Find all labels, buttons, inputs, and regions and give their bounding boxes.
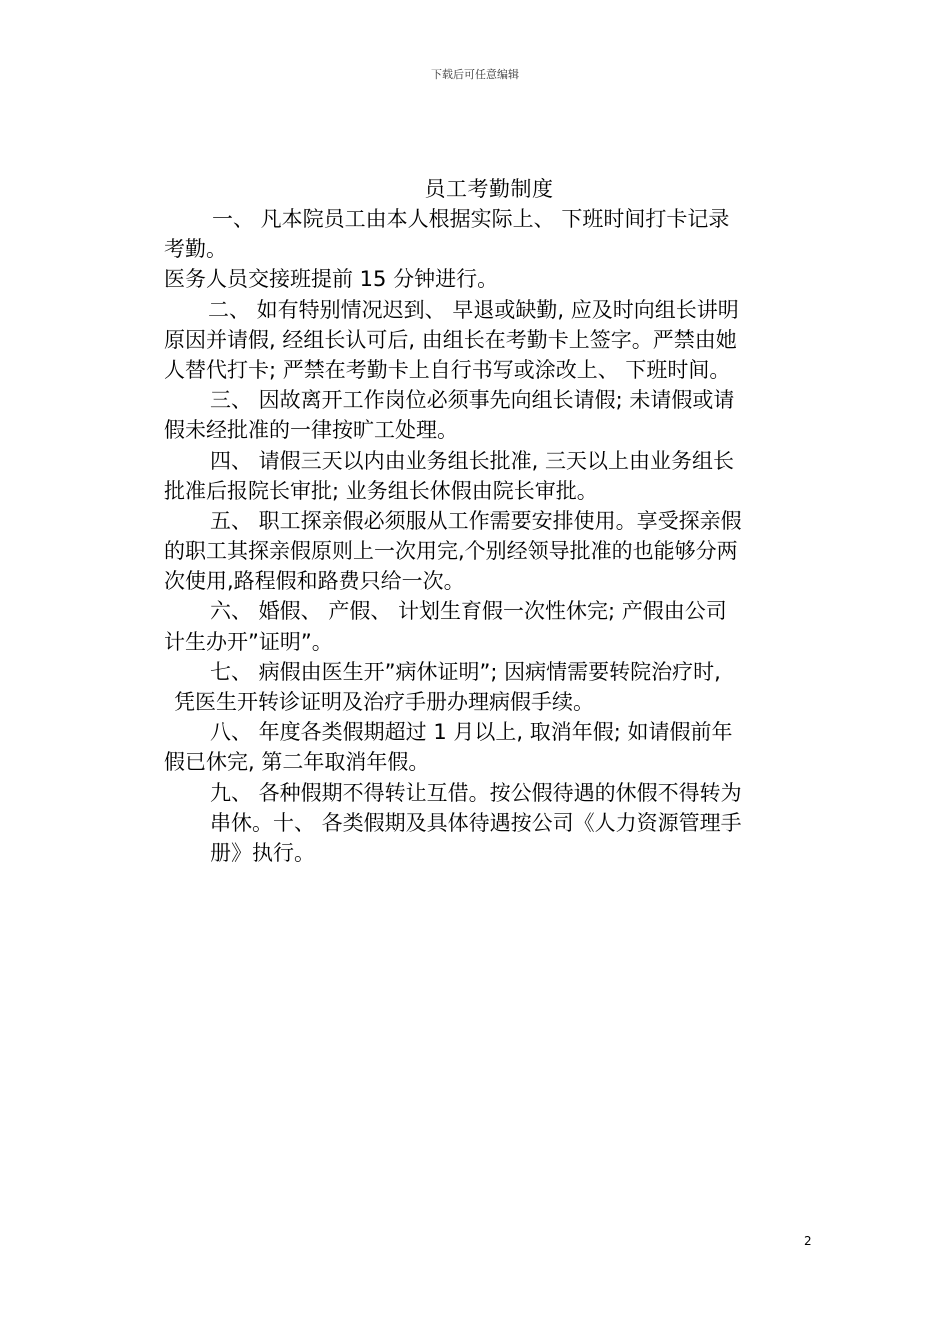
page-number: 2 <box>804 1234 812 1248</box>
body-line: 人替代打卡; 严禁在考勤卡上自行书写或涂改上、 下班时间。 <box>164 357 731 382</box>
body-line: 串休。十、 各类假期及具体待遇按公司《人力资源管理手 <box>210 810 742 835</box>
document-body <box>164 204 844 868</box>
body-line: 六、 婚假、 产假、 计划生育假一次性休完; 产假由公司 <box>210 599 727 624</box>
body-line: 原因并请假, 经组长认可后, 由组长在考勤卡上签字。严禁由她 <box>164 327 737 352</box>
body-line: 批准后报院长审批; 业务组长休假由院长审批。 <box>164 478 598 503</box>
body-line: 假已休完, 第二年取消年假。 <box>164 750 430 775</box>
body-line: 五、 职工探亲假必须服从工作需要安排使用。享受探亲假 <box>210 508 742 533</box>
body-line: 七、 病假由医生开”病休证明”; 因病情需要转院治疗时, <box>210 659 721 684</box>
body-line: 三、 因故离开工作岗位必须事先向组长请假; 未请假或请 <box>210 388 735 413</box>
body-line: 册》执行。 <box>210 840 315 865</box>
body-line: 二、 如有特别情况迟到、 早退或缺勤, 应及时向组长讲明 <box>208 297 739 322</box>
body-line: 一、 凡本院员工由本人根据实际上、 下班时间打卡记录 <box>212 207 730 231</box>
body-line: 四、 请假三天以内由业务组长批准, 三天以上由业务组长 <box>210 448 735 473</box>
body-line: 凭医生开转诊证明及治疗手册办理病假手续。 <box>174 690 594 714</box>
body-line: 假未经批准的一律按旷工处理。 <box>164 418 458 443</box>
header-note: 下载后可任意编辑 <box>431 68 519 81</box>
body-line: 的职工其探亲假原则上一次用完,个别经领导批准的也能够分两 <box>164 539 738 564</box>
body-line: 八、 年度各类假期超过 1 月以上, 取消年假; 如请假前年 <box>210 720 733 745</box>
body-line: 医务人员交接班提前 15 分钟进行。 <box>164 267 499 292</box>
document-title: 员工考勤制度 <box>424 177 554 201</box>
body-line: 九、 各种假期不得转让互借。按公假待遇的休假不得转为 <box>210 780 742 805</box>
body-line: 次使用,路程假和路费只给一次。 <box>164 569 465 594</box>
body-line: 考勤。 <box>164 237 227 262</box>
body-line: 计生办开”证明”。 <box>164 629 333 654</box>
